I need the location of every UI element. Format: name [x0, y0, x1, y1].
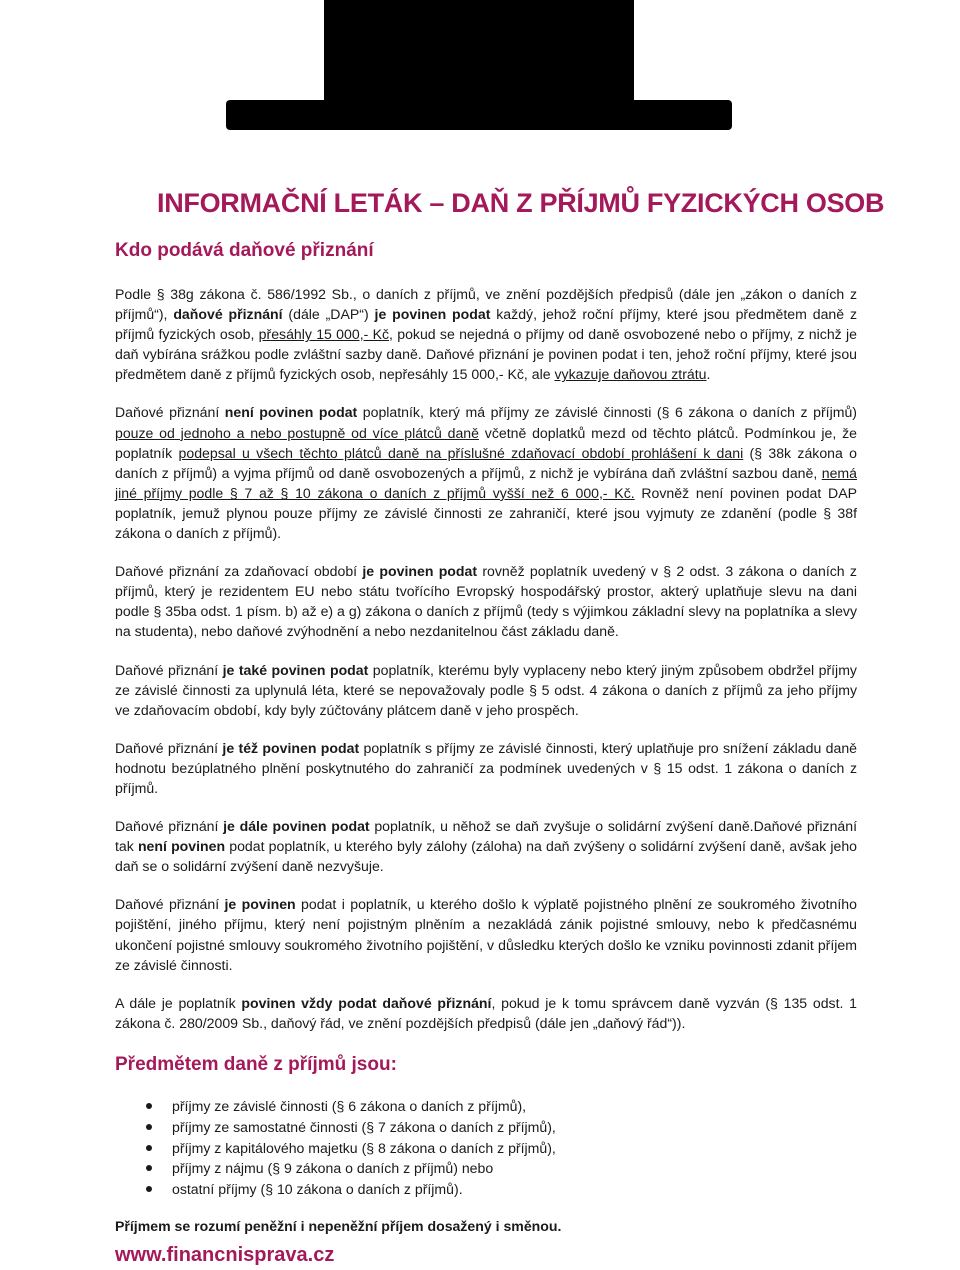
p2-run-5: podepsal u všech těchto plátců daně na příslušné zdaňovací období prohlášení k dani [178, 444, 744, 461]
p2-run-0: Daňové přiznání [115, 404, 225, 421]
p6-run-3: není povinen [137, 838, 226, 855]
paragraph-8 [115, 993, 857, 1033]
p2-run-7: nemá jiné příjmy podle § 7 až § 10 zákona o daních z příjmů vyšší než 6 000,- Kč. [115, 464, 857, 501]
p8-run-0: A dále je poplatník [115, 994, 242, 1011]
paragraph-7 [115, 894, 857, 974]
income-definition: Příjmem se rozumí peněžní i nepeněžní příjem dosažený i směnou. [115, 1218, 562, 1234]
p1-run-6: , pokud se nejedná o příjmy od daně osvobozené nebo o příjmy, z nichž je daň vybírána srážkou podle zvláštní sazby daně. Daňové přiznání je povinen podat i ten, jehož roční příjmy, které jsou předmětem daně z příjmů fyzických osob, nepřesáhly 15 000,- Kč, ale [115, 326, 857, 383]
paragraph-6 [115, 816, 857, 876]
p5-run-0: Daňové přiznání [115, 739, 223, 756]
p1-run-0: Podle § 38g zákona č. 586/1992 Sb., o daních z příjmů, ve znění pozdějších předpisů (dále jen „zákon o daních z příjmů“), [115, 286, 857, 323]
document-title: INFORMAČNÍ LETÁK – DAŇ Z PŘÍJMŮ FYZICKÝCH OSOB [157, 188, 885, 218]
p6-run-1: je dále povinen podat [223, 818, 370, 835]
p1-run-1: daňové přiznání [173, 306, 283, 323]
list-item: ostatní příjmy (§ 10 zákona o daních z příjmů). [115, 1179, 855, 1200]
paragraph-5 [115, 738, 857, 798]
list-item: příjmy z kapitálového majetku (§ 8 zákona o daních z příjmů), [115, 1138, 855, 1159]
p6-run-4: podat poplatník, u kterého byly zálohy (záloha) na daň zvýšeny o solidární zvýšení daně, avšak jeho daň se o solidární zvýšení daně nezvyšuje. [115, 838, 858, 875]
p3-run-2: rovněž poplatník uvedený v § 2 odst. 3 zákona o daních z příjmů, který je rezidentem EU nebo státu tvořícího Evropský hospodářský prostor, akterý uplatňuje slevu na dani podle § 35ba odst. 1 písm. b) až e) a g) zákona o daních z příjmů (tedy s výjimkou základní slevy na poplatníka a slevy na studenta), nebo daňové zvýhodnění a nebo nezdanitelnou část základu daně. [115, 563, 857, 640]
paragraph-4 [115, 660, 857, 720]
hat-logo [0, 0, 960, 160]
p1-run-3: je povinen podat [374, 306, 491, 323]
p2-run-8: Rovněž není povinen podat DAP poplatník, jemuž plynou pouze příjmy ze závislé činnosti ze zahraničí, které jsou vyjmuty ze zdanění (podle § 38f zákona o daních z příjmů). [115, 484, 857, 542]
list-item: příjmy ze samostatné činnosti (§ 7 zákona o daních z příjmů), [115, 1117, 855, 1138]
p2-run-4: včetně doplatků mezd od těchto plátců. Podmínkou je, že poplatník [115, 424, 857, 461]
p1-run-5: přesáhly 15 000,- Kč [258, 326, 390, 343]
p2-run-3: pouze od jednoho a nebo postupně od více plátců daně [115, 424, 479, 441]
p1-run-4: každý, jehož roční příjmy, které jsou předmětem daně z příjmů fyzických osob, [115, 306, 857, 343]
list-item: příjmy ze závislé činnosti (§ 6 zákona o daních z příjmů), [115, 1096, 855, 1117]
p3-run-0: Daňové přiznání za zdaňovací období [115, 563, 363, 580]
p2-run-6: (§ 38k zákona o daních z příjmů) a vyjma příjmů od daně osvobozených a příjmů, z nichž je vybírána daň zvláštní sazbou daně, [115, 444, 858, 481]
hat-crown [324, 0, 634, 102]
website-link[interactable]: www.financnisprava.cz [115, 1244, 335, 1266]
list-item: příjmy z nájmu (§ 9 zákona o daních z příjmů) nebo [115, 1158, 855, 1179]
p2-run-1: není povinen podat [224, 404, 358, 421]
p7-run-0: Daňové přiznání [115, 896, 225, 913]
p7-run-1: je povinen [224, 896, 296, 913]
hat-brim [226, 100, 732, 130]
p1-run-8: . [706, 366, 711, 383]
p4-run-0: Daňové přiznání [115, 661, 223, 678]
section-heading-taxable-income: Předmětem daně z příjmů jsou: [115, 1054, 397, 1075]
paragraph-1 [115, 284, 857, 384]
p4-run-1: je také povinen podat [222, 661, 369, 678]
p5-run-1: je též povinen podat [222, 739, 360, 756]
paragraph-2 [115, 402, 857, 543]
p1-run-7: vykazuje daňovou ztrátu [554, 366, 707, 383]
p5-run-2: poplatník s příjmy ze závislé činnosti, který uplatňuje pro snížení základu daně hodnotu bezúplatného plnění poskytnutého do zahraničí za podmínek uvedených v § 15 odst. 1 zákona o daních z příjmů. [115, 739, 857, 796]
p7-run-2: podat i poplatník, u kterého došlo k výplatě pojistného plnění ze soukromého životního pojištění, jiného příjmu, který není pojistným plněním a nezakládá zánik pojistné smlouvy, nebo k předčasnému ukončení pojistné smlouvy soukromého životního pojištění, v důsledku kterých došlo ke vzniku povinnosti zdanit příjem ze závislé činnosti. [115, 896, 857, 973]
section-heading-who-files: Kdo podává daňové přiznání [115, 240, 374, 261]
p6-run-0: Daňové přiznání [115, 818, 224, 835]
p1-run-2: (dále „DAP“) [282, 306, 375, 323]
p3-run-1: je povinen podat [362, 563, 478, 580]
p2-run-2: poplatník, který má příjmy ze závislé činnosti (§ 6 zákona o daních z příjmů) [357, 404, 857, 421]
p4-run-2: poplatník, kterému byly vyplaceny nebo který jiným způsobem obdržel příjmy ze závislé činnosti za uplynulá léta, které se nepovažovaly podle § 5 odst. 4 zákona o daních z příjmů za jeho příjmy ve zdaňovacím období, kdy byly zúčtovány plátcem daně v jeho prospěch. [115, 661, 857, 718]
main-content [115, 284, 857, 1051]
p8-run-1: povinen vždy podat daňové přiznání [241, 994, 492, 1011]
p6-run-2: poplatník, u něhož se daň zvyšuje o solidární zvýšení daně.Daňové přiznání tak [115, 818, 857, 855]
income-types-list [115, 1096, 855, 1200]
p8-run-2: , pokud je k tomu správcem daně vyzván (§ 135 odst. 1 zákona č. 280/2009 Sb., daňový řád, ve znění pozdějších předpisů (dále jen „daňový řád“)). [115, 994, 857, 1031]
paragraph-3 [115, 561, 857, 641]
